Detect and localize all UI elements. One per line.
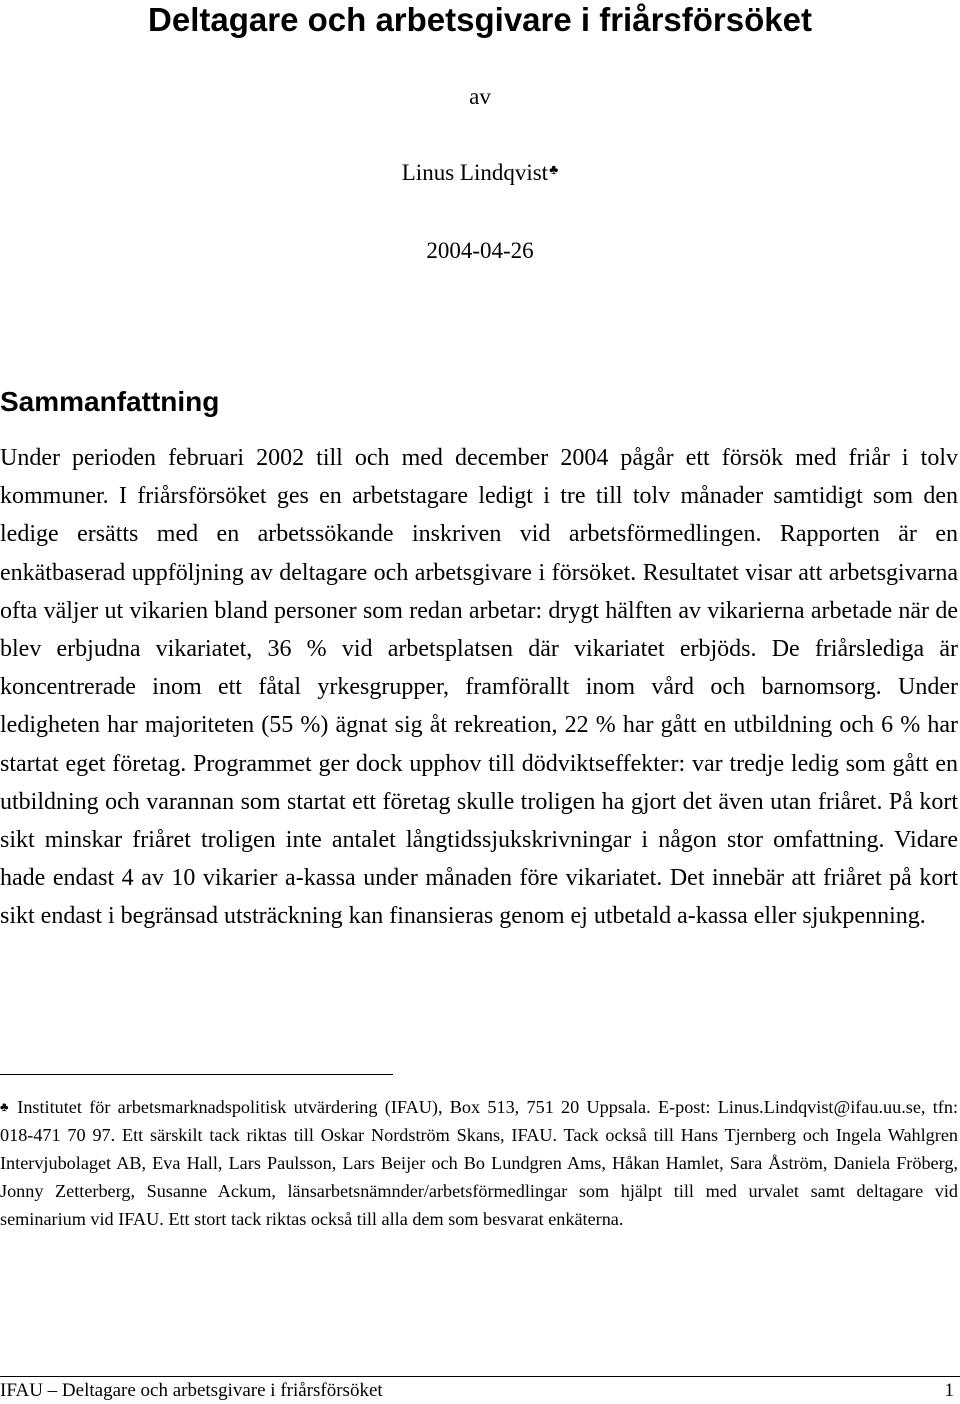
summary-heading: Sammanfattning [0,386,220,417]
document-date: 2004-04-26 [426,238,534,263]
running-footer-title: IFAU – Deltagare och arbetsgivare i friårsförsöket [0,1380,383,1401]
footer-divider [0,1376,960,1377]
author-name: Linus Lindqvist [401,160,549,185]
document-title: Deltagare och arbetsgivare i friårsförsöket [148,1,812,38]
summary-paragraph: Under perioden februari 2002 till och med december 2004 pågår ett försök med friår i tolv kommuner. I friårsförsöket ges en arbetstagare ledigt i tre till tolv månader samtidigt som den ledige ersätts med en arbetssökande inskriven vid arbetsförmedlingen. Rapporten är en enkätbaserad uppföljning av deltagare och arbetsgivare i försöket. Resultatet visar att arbetsgivarna ofta väljer ut vikarien bland personer som redan arbetar: drygt hälften av vikarierna arbetade när de blev erbjudna vikariatet, 36 % vid arbetsplatsen där vikariatet erbjöds. De friårslediga är koncentrerade inom ett fåtal yrkesgrupper, framförallt inom vård och barnomsorg. Under ledigheten har majoriteten (55 %) ägnat sig åt rekreation, 22 % har gått en utbildning och 6 % har startat eget företag. Programmet ger dock upphov till dödviktseffekter: var tredje ledig som gått en utbildning och varannan som startat ett företag skulle troligen ha gjort det även utan friåret. På kort sikt minskar friåret troligen inte antalet långtidssjukskrivningar i någon stor omfattning. Vidare hade endast 4 av 10 vikarier a-kassa under månaden före vikariatet. Det innebär att friåret på kort sikt endast i begränsad utsträckning kan finansieras genom ej utbetald a-kassa eller sjukpenning. [0,445,958,930]
footnote-separator [0,1074,393,1075]
page-number: 1 [944,1380,954,1401]
author-line [0,160,960,186]
footnote [0,1093,958,1233]
footnote-symbol-icon: ♣ [0,1099,12,1114]
by-line: av [469,84,491,109]
footnote-marker-icon[interactable]: ♣ [549,163,559,178]
footnote-text: Institutet för arbetsmarknadspolitisk utvärdering (IFAU), Box 513, 751 20 Uppsala. E-post: Linus.Lindqvist@ifau.uu.se, tfn: 018-471 70 97. Ett särskilt tack riktas till Oskar Nordström Skans, IFAU. Tack också till Hans Tjernberg och Ingela Wahlgren Intervjubolaget AB, Eva Hall, Lars Paulsson, Lars Beijer och Bo Lundgren Ams, Håkan Hamlet, Sara Åström, Daniela Fröberg, Jonny Zetterberg, Susanne Ackum, länsarbetsnämnder/arbetsförmedlingar som hjälpt till med urvalet samt deltagare vid seminarium vid IFAU. Ett stort tack riktas också till alla dem som besvarat enkäterna. [0,1097,958,1230]
